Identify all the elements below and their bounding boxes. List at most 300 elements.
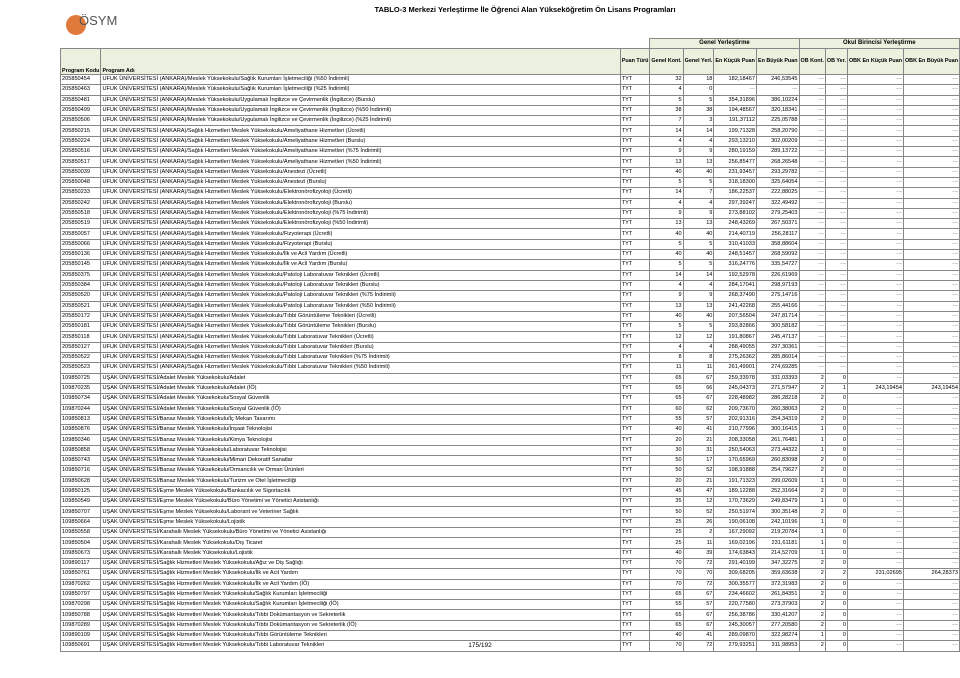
column-header-min-score: En Küçük Puan bbox=[714, 49, 757, 75]
cell-max-score: 274,69285 bbox=[756, 363, 799, 373]
cell-ob-quota: --- bbox=[799, 75, 825, 85]
cell-ob-placed: 0 bbox=[825, 579, 847, 589]
cell-program-code: 109870235 bbox=[61, 383, 101, 393]
cell-general-quota: 5 bbox=[650, 177, 683, 187]
cell-program-code: 205850516 bbox=[61, 147, 101, 157]
cell-obk-min-score: --- bbox=[847, 95, 903, 105]
cell-obk-min-score: --- bbox=[847, 260, 903, 270]
cell-general-placed: 67 bbox=[683, 373, 714, 383]
cell-score-type: TYT bbox=[620, 291, 650, 301]
cell-obk-max-score: --- bbox=[903, 363, 959, 373]
cell-score-type: TYT bbox=[620, 208, 650, 218]
cell-program-name: UFUK ÜNİVERSİTESİ (ANKARA)/Meslek Yüksekokulu/Sağlık Kurumları İşletmeciliği (%50 İndirimli) bbox=[101, 75, 620, 85]
cell-program-name: UFUK ÜNİVERSİTESİ (ANKARA)/Sağlık Hizmetleri Meslek Yüksekokulu/Patoloji Laboratuvar Teknikleri (%75 İndirimli) bbox=[101, 291, 620, 301]
cell-ob-quota: --- bbox=[799, 270, 825, 280]
cell-max-score: 254,79627 bbox=[756, 466, 799, 476]
cell-score-type: TYT bbox=[620, 466, 650, 476]
cell-program-code: 205850145 bbox=[61, 260, 101, 270]
cell-score-type: TYT bbox=[620, 394, 650, 404]
cell-min-score: 250,54063 bbox=[714, 445, 757, 455]
cell-program-code: 205850375 bbox=[61, 270, 101, 280]
cell-general-placed: 9 bbox=[683, 291, 714, 301]
cell-ob-quota: 2 bbox=[799, 620, 825, 630]
cell-score-type: TYT bbox=[620, 126, 650, 136]
cell-obk-max-score: --- bbox=[903, 105, 959, 115]
cell-max-score: 335,54727 bbox=[756, 260, 799, 270]
cell-min-score: 273,88102 bbox=[714, 208, 757, 218]
cell-obk-max-score: --- bbox=[903, 414, 959, 424]
cell-general-placed: 13 bbox=[683, 157, 714, 167]
cell-program-code: 205850136 bbox=[61, 250, 101, 260]
cell-ob-quota: --- bbox=[799, 311, 825, 321]
cell-obk-max-score: --- bbox=[903, 167, 959, 177]
cell-general-placed: 31 bbox=[683, 445, 714, 455]
cell-program-name: UŞAK ÜNİVERSİTESİ/Sağlık Hizmetleri Meslek Yüksekokulu/Tıbbi Dokümantasyon ve Sekreterlik (İÖ) bbox=[101, 620, 620, 630]
cell-general-quota: 50 bbox=[650, 466, 683, 476]
table-row bbox=[61, 198, 960, 208]
cell-min-score: 208,33058 bbox=[714, 435, 757, 445]
cell-obk-min-score: --- bbox=[847, 435, 903, 445]
cell-general-quota: 65 bbox=[650, 373, 683, 383]
cell-obk-min-score: --- bbox=[847, 363, 903, 373]
cell-obk-max-score: --- bbox=[903, 600, 959, 610]
cell-general-quota: 12 bbox=[650, 332, 683, 342]
cell-obk-min-score: --- bbox=[847, 538, 903, 548]
osym-logo bbox=[66, 12, 126, 38]
cell-general-placed: 67 bbox=[683, 394, 714, 404]
cell-ob-quota: 2 bbox=[799, 455, 825, 465]
cell-program-name: UŞAK ÜNİVERSİTESİ/Banaz Meslek Yüksekokulu/Turizm ve Otel İşletmeciliği bbox=[101, 476, 620, 486]
cell-max-score: 214,52709 bbox=[756, 548, 799, 558]
cell-obk-max-score: --- bbox=[903, 425, 959, 435]
cell-max-score: 298,97193 bbox=[756, 280, 799, 290]
cell-min-score: 214,40719 bbox=[714, 229, 757, 239]
cell-obk-max-score: --- bbox=[903, 620, 959, 630]
cell-obk-max-score: --- bbox=[903, 126, 959, 136]
cell-ob-quota: 1 bbox=[799, 517, 825, 527]
cell-obk-max-score: --- bbox=[903, 229, 959, 239]
cell-max-score: 325,64054 bbox=[756, 177, 799, 187]
cell-ob-placed: 0 bbox=[825, 548, 847, 558]
cell-general-quota: 4 bbox=[650, 198, 683, 208]
table-row bbox=[61, 353, 960, 363]
cell-program-name: UŞAK ÜNİVERSİTESİ/Adalet Meslek Yüksekokulu/Sosyal Güvenlik (İÖ) bbox=[101, 404, 620, 414]
cell-general-placed: 5 bbox=[683, 260, 714, 270]
cell-ob-placed: 0 bbox=[825, 486, 847, 496]
cell-program-name: UFUK ÜNİVERSİTESİ (ANKARA)/Sağlık Hizmetleri Meslek Yüksekokulu/Tıbbi Laboratuvar Teknikleri (%75 İndirimli) bbox=[101, 353, 620, 363]
cell-min-score: 191,71323 bbox=[714, 476, 757, 486]
cell-program-code: 205850057 bbox=[61, 229, 101, 239]
cell-obk-min-score: --- bbox=[847, 353, 903, 363]
cell-program-code: 109890109 bbox=[61, 631, 101, 641]
cell-ob-placed: 0 bbox=[825, 600, 847, 610]
cell-max-score: 222,88025 bbox=[756, 188, 799, 198]
cell-general-placed: 14 bbox=[683, 126, 714, 136]
cell-ob-placed: --- bbox=[825, 291, 847, 301]
cell-obk-max-score: --- bbox=[903, 332, 959, 342]
cell-ob-quota: --- bbox=[799, 147, 825, 157]
cell-obk-min-score: --- bbox=[847, 445, 903, 455]
column-header-program-code: Program Kodu bbox=[61, 49, 101, 75]
cell-general-placed: 67 bbox=[683, 589, 714, 599]
cell-ob-quota: --- bbox=[799, 116, 825, 126]
cell-program-code: 109850858 bbox=[61, 445, 101, 455]
cell-score-type: TYT bbox=[620, 280, 650, 290]
cell-score-type: TYT bbox=[620, 538, 650, 548]
cell-score-type: TYT bbox=[620, 507, 650, 517]
cell-program-code: 109850346 bbox=[61, 435, 101, 445]
cell-min-score: 248,51457 bbox=[714, 250, 757, 260]
table-row bbox=[61, 507, 960, 517]
cell-obk-min-score: --- bbox=[847, 136, 903, 146]
table-row bbox=[61, 435, 960, 445]
cell-max-score: 330,41207 bbox=[756, 610, 799, 620]
cell-min-score: 186,22537 bbox=[714, 188, 757, 198]
cell-program-code: 205850506 bbox=[61, 116, 101, 126]
cell-ob-quota: --- bbox=[799, 322, 825, 332]
cell-ob-quota: --- bbox=[799, 280, 825, 290]
cell-general-quota: 65 bbox=[650, 610, 683, 620]
cell-max-score: 260,38063 bbox=[756, 404, 799, 414]
cell-ob-quota: --- bbox=[799, 219, 825, 229]
cell-min-score: 293,13210 bbox=[714, 136, 757, 146]
cell-ob-placed: 0 bbox=[825, 404, 847, 414]
cell-general-quota: 5 bbox=[650, 322, 683, 332]
cell-program-name: UFUK ÜNİVERSİTESİ (ANKARA)/Sağlık Hizmetleri Meslek Yüksekokulu/İlk ve Acil Yardım (Burslu) bbox=[101, 260, 620, 270]
cell-obk-max-score: --- bbox=[903, 250, 959, 260]
cell-general-placed: 21 bbox=[683, 476, 714, 486]
cell-ob-placed: 0 bbox=[825, 425, 847, 435]
cell-min-score: --- bbox=[714, 85, 757, 95]
cell-obk-max-score: --- bbox=[903, 353, 959, 363]
cell-general-placed: 12 bbox=[683, 497, 714, 507]
table-row bbox=[61, 270, 960, 280]
cell-general-quota: 40 bbox=[650, 229, 683, 239]
cell-min-score: 231,93457 bbox=[714, 167, 757, 177]
cell-min-score: 190,06108 bbox=[714, 517, 757, 527]
cell-program-name: UŞAK ÜNİVERSİTESİ/Banaz Meslek Yüksekokulu/Kimya Teknolojisi bbox=[101, 435, 620, 445]
cell-obk-max-score: --- bbox=[903, 136, 959, 146]
cell-obk-max-score: --- bbox=[903, 280, 959, 290]
cell-program-name: UFUK ÜNİVERSİTESİ (ANKARA)/Sağlık Hizmetleri Meslek Yüksekokulu/Ameliyathane Hizmetleri (%50 İndirimli) bbox=[101, 157, 620, 167]
cell-max-score: 271,57947 bbox=[756, 383, 799, 393]
cell-obk-min-score: --- bbox=[847, 219, 903, 229]
cell-program-code: 109850664 bbox=[61, 517, 101, 527]
cell-obk-min-score: --- bbox=[847, 641, 903, 651]
cell-ob-quota: --- bbox=[799, 198, 825, 208]
cell-program-code: 109850628 bbox=[61, 476, 101, 486]
cell-program-name: UŞAK ÜNİVERSİTESİ/Karahallı Meslek Yüksekokulu/Dış Ticaret bbox=[101, 538, 620, 548]
cell-ob-quota: --- bbox=[799, 291, 825, 301]
cell-obk-min-score: --- bbox=[847, 620, 903, 630]
cell-score-type: TYT bbox=[620, 486, 650, 496]
cell-program-name: UŞAK ÜNİVERSİTESİ/Banaz Meslek Yüksekokulu/Ormancılık ve Orman Ürünleri bbox=[101, 466, 620, 476]
column-header-general-placed: Genel Yerl. bbox=[683, 49, 714, 75]
cell-score-type: TYT bbox=[620, 239, 650, 249]
cell-general-placed: 70 bbox=[683, 569, 714, 579]
cell-min-score: 170,73629 bbox=[714, 497, 757, 507]
cell-score-type: TYT bbox=[620, 414, 650, 424]
cell-general-placed: 47 bbox=[683, 486, 714, 496]
cell-score-type: TYT bbox=[620, 332, 650, 342]
cell-general-placed: 12 bbox=[683, 332, 714, 342]
cell-max-score: 246,53545 bbox=[756, 75, 799, 85]
cell-program-code: 109890117 bbox=[61, 558, 101, 568]
cell-min-score: 199,71328 bbox=[714, 126, 757, 136]
cell-score-type: TYT bbox=[620, 322, 650, 332]
cell-general-quota: 60 bbox=[650, 404, 683, 414]
table-row bbox=[61, 167, 960, 177]
cell-score-type: TYT bbox=[620, 455, 650, 465]
cell-min-score: 189,12288 bbox=[714, 486, 757, 496]
cell-ob-quota: --- bbox=[799, 363, 825, 373]
cell-ob-quota: --- bbox=[799, 342, 825, 352]
table-row bbox=[61, 600, 960, 610]
cell-min-score: 220,77580 bbox=[714, 600, 757, 610]
cell-general-placed: 7 bbox=[683, 188, 714, 198]
cell-ob-quota: 2 bbox=[799, 383, 825, 393]
cell-obk-min-score: --- bbox=[847, 105, 903, 115]
cell-score-type: TYT bbox=[620, 631, 650, 641]
cell-obk-min-score: --- bbox=[847, 517, 903, 527]
cell-ob-placed: --- bbox=[825, 116, 847, 126]
cell-program-name: UŞAK ÜNİVERSİTESİ/Karahallı Meslek Yüksekokulu/Büro Yönetimi ve Yönetici Asistanlığı bbox=[101, 528, 620, 538]
page-number: 175/192 bbox=[468, 642, 492, 649]
table-row bbox=[61, 85, 960, 95]
cell-general-placed: 52 bbox=[683, 507, 714, 517]
cell-program-name: UŞAK ÜNİVERSİTESİ/Eşme Meslek Yüksekokulu/Bankacılık ve Sigortacılık bbox=[101, 486, 620, 496]
cell-general-quota: 70 bbox=[650, 569, 683, 579]
cell-obk-max-score: --- bbox=[903, 445, 959, 455]
cell-min-score: 228,48982 bbox=[714, 394, 757, 404]
cell-ob-placed: --- bbox=[825, 167, 847, 177]
cell-obk-min-score: --- bbox=[847, 373, 903, 383]
cell-max-score: 347,32275 bbox=[756, 558, 799, 568]
cell-score-type: TYT bbox=[620, 373, 650, 383]
cell-obk-max-score: --- bbox=[903, 538, 959, 548]
column-header-ob-quota: OB Kont. bbox=[799, 49, 825, 75]
cell-min-score: 241,42268 bbox=[714, 301, 757, 311]
cell-min-score: 174,63843 bbox=[714, 548, 757, 558]
cell-program-code: 205850384 bbox=[61, 280, 101, 290]
cell-max-score: 231,61181 bbox=[756, 538, 799, 548]
cell-general-quota: 38 bbox=[650, 105, 683, 115]
cell-ob-quota: --- bbox=[799, 177, 825, 187]
cell-score-type: TYT bbox=[620, 425, 650, 435]
cell-ob-placed: --- bbox=[825, 311, 847, 321]
cell-obk-min-score: --- bbox=[847, 167, 903, 177]
cell-score-type: TYT bbox=[620, 250, 650, 260]
cell-obk-min-score: --- bbox=[847, 631, 903, 641]
cell-obk-min-score: --- bbox=[847, 476, 903, 486]
cell-obk-max-score: --- bbox=[903, 177, 959, 187]
cell-max-score: 256,28117 bbox=[756, 229, 799, 239]
cell-obk-max-score: --- bbox=[903, 528, 959, 538]
cell-min-score: 297,39247 bbox=[714, 198, 757, 208]
logo-text: ÖSYM bbox=[79, 13, 118, 28]
table-row bbox=[61, 177, 960, 187]
cell-program-name: UŞAK ÜNİVERSİTESİ/Banaz Meslek Yüksekokulu/İç Mekan Tasarımı bbox=[101, 414, 620, 424]
table-row bbox=[61, 239, 960, 249]
cell-general-quota: 40 bbox=[650, 250, 683, 260]
cell-score-type: TYT bbox=[620, 600, 650, 610]
cell-general-quota: 9 bbox=[650, 208, 683, 218]
cell-min-score: 309,68205 bbox=[714, 569, 757, 579]
cell-ob-quota: --- bbox=[799, 188, 825, 198]
cell-max-score: 260,83098 bbox=[756, 455, 799, 465]
cell-min-score: 316,24776 bbox=[714, 260, 757, 270]
table-row bbox=[61, 219, 960, 229]
cell-ob-quota: --- bbox=[799, 105, 825, 115]
cell-obk-min-score: --- bbox=[847, 126, 903, 136]
cell-score-type: TYT bbox=[620, 177, 650, 187]
table-row bbox=[61, 414, 960, 424]
cell-min-score: 169,02196 bbox=[714, 538, 757, 548]
cell-ob-quota: 1 bbox=[799, 425, 825, 435]
cell-obk-max-score: --- bbox=[903, 589, 959, 599]
cell-ob-placed: 0 bbox=[825, 445, 847, 455]
cell-general-quota: 9 bbox=[650, 291, 683, 301]
cell-general-quota: 40 bbox=[650, 631, 683, 641]
cell-ob-quota: 2 bbox=[799, 466, 825, 476]
cell-ob-placed: 0 bbox=[825, 620, 847, 630]
cell-min-score: 207,56504 bbox=[714, 311, 757, 321]
cell-ob-quota: --- bbox=[799, 229, 825, 239]
cell-score-type: TYT bbox=[620, 445, 650, 455]
cell-program-name: UFUK ÜNİVERSİTESİ (ANKARA)/Meslek Yüksekokulu/Uygulamalı İngilizce ve Çevirmenlik (İngilizce) (%50 İndirimli) bbox=[101, 105, 620, 115]
cell-program-name: UFUK ÜNİVERSİTESİ (ANKARA)/Sağlık Hizmetleri Meslek Yüksekokulu/Elektronörofizyoloji (%75 İndirimli) bbox=[101, 208, 620, 218]
cell-program-code: 109850725 bbox=[61, 373, 101, 383]
cell-obk-max-score: --- bbox=[903, 270, 959, 280]
cell-program-name: UFUK ÜNİVERSİTESİ (ANKARA)/Sağlık Hizmetleri Meslek Yüksekokulu/Tıbbi Görüntüleme Teknikleri (Burslu) bbox=[101, 322, 620, 332]
table-row bbox=[61, 342, 960, 352]
group-genel-yerlestirme: Genel Yerleştirme bbox=[650, 39, 799, 49]
cell-min-score: 202,91316 bbox=[714, 414, 757, 424]
cell-general-quota: 25 bbox=[650, 538, 683, 548]
cell-min-score: 354,31896 bbox=[714, 95, 757, 105]
cell-score-type: TYT bbox=[620, 136, 650, 146]
cell-obk-max-score: 264,28373 bbox=[903, 569, 959, 579]
cell-score-type: TYT bbox=[620, 579, 650, 589]
cell-ob-quota: 2 bbox=[799, 404, 825, 414]
cell-ob-placed: --- bbox=[825, 239, 847, 249]
cell-ob-placed: --- bbox=[825, 270, 847, 280]
cell-general-placed: 9 bbox=[683, 208, 714, 218]
table-row bbox=[61, 105, 960, 115]
cell-program-code: 205850499 bbox=[61, 105, 101, 115]
cell-program-name: UFUK ÜNİVERSİTESİ (ANKARA)/Sağlık Hizmetleri Meslek Yüksekokulu/Anestezi (Burslu) bbox=[101, 177, 620, 187]
cell-ob-quota: 2 bbox=[799, 558, 825, 568]
cell-max-score: 261,76481 bbox=[756, 435, 799, 445]
column-header-obk-min-score: OBK En Küçük Puan bbox=[847, 49, 903, 75]
cell-ob-quota: 1 bbox=[799, 476, 825, 486]
cell-general-quota: 11 bbox=[650, 363, 683, 373]
cell-program-code: 205850517 bbox=[61, 157, 101, 167]
cell-obk-min-score: --- bbox=[847, 229, 903, 239]
cell-program-name: UŞAK ÜNİVERSİTESİ/Sağlık Hizmetleri Meslek Yüksekokulu/Tıbbi Laboratuvar Teknikleri bbox=[101, 641, 620, 651]
cell-program-name: UFUK ÜNİVERSİTESİ (ANKARA)/Sağlık Hizmetleri Meslek Yüksekokulu/Elektronörofizyoloji (%50 İndirimli) bbox=[101, 219, 620, 229]
cell-program-name: UŞAK ÜNİVERSİTESİ/Eşme Meslek Yüksekokulu/Büro Yönetimi ve Yönetici Asistanlığı bbox=[101, 497, 620, 507]
cell-obk-max-score: --- bbox=[903, 373, 959, 383]
cell-obk-min-score: --- bbox=[847, 425, 903, 435]
cell-general-quota: 4 bbox=[650, 342, 683, 352]
cell-general-quota: 70 bbox=[650, 641, 683, 651]
cell-score-type: TYT bbox=[620, 363, 650, 373]
cell-score-type: TYT bbox=[620, 260, 650, 270]
cell-score-type: TYT bbox=[620, 610, 650, 620]
cell-obk-max-score: --- bbox=[903, 548, 959, 558]
cell-ob-placed: 0 bbox=[825, 610, 847, 620]
cell-ob-quota: 2 bbox=[799, 610, 825, 620]
cell-program-code: 205850215 bbox=[61, 126, 101, 136]
cell-ob-placed: 0 bbox=[825, 538, 847, 548]
cell-obk-min-score: --- bbox=[847, 558, 903, 568]
cell-program-name: UŞAK ÜNİVERSİTESİ/Banaz Meslek Yüksekokulu/Mimari Dekoratif Sanatlar bbox=[101, 455, 620, 465]
cell-program-code: 109850691 bbox=[61, 641, 101, 651]
cell-program-code: 205850181 bbox=[61, 322, 101, 332]
cell-obk-min-score: --- bbox=[847, 486, 903, 496]
cell-ob-placed: --- bbox=[825, 147, 847, 157]
table-row bbox=[61, 301, 960, 311]
cell-ob-placed: 0 bbox=[825, 507, 847, 517]
cell-min-score: 268,37490 bbox=[714, 291, 757, 301]
cell-max-score: 386,10224 bbox=[756, 95, 799, 105]
cell-obk-max-score: --- bbox=[903, 260, 959, 270]
cell-max-score: 275,14716 bbox=[756, 291, 799, 301]
cell-general-quota: 14 bbox=[650, 126, 683, 136]
cell-obk-max-score: --- bbox=[903, 219, 959, 229]
cell-max-score: 311,98953 bbox=[756, 641, 799, 651]
cell-score-type: TYT bbox=[620, 558, 650, 568]
cell-general-quota: 13 bbox=[650, 219, 683, 229]
table-row bbox=[61, 569, 960, 579]
cell-obk-min-score: --- bbox=[847, 147, 903, 157]
cell-general-quota: 5 bbox=[650, 239, 683, 249]
cell-score-type: TYT bbox=[620, 301, 650, 311]
cell-program-code: 205850224 bbox=[61, 136, 101, 146]
cell-general-placed: 0 bbox=[683, 85, 714, 95]
cell-min-score: 300,35577 bbox=[714, 579, 757, 589]
cell-max-score: 358,88604 bbox=[756, 239, 799, 249]
cell-min-score: 170,65969 bbox=[714, 455, 757, 465]
cell-general-quota: 25 bbox=[650, 517, 683, 527]
cell-ob-placed: 1 bbox=[825, 383, 847, 393]
cell-program-code: 109870244 bbox=[61, 404, 101, 414]
cell-obk-max-score: --- bbox=[903, 291, 959, 301]
cell-ob-placed: 0 bbox=[825, 373, 847, 383]
cell-program-name: UFUK ÜNİVERSİTESİ (ANKARA)/Sağlık Hizmetleri Meslek Yüksekokulu/Tıbbi Laboratuvar Teknikleri (Burslu) bbox=[101, 342, 620, 352]
table-row bbox=[61, 455, 960, 465]
cell-program-name: UŞAK ÜNİVERSİTESİ/Sağlık Hizmetleri Meslek Yüksekokulu/Sağlık Kurumları İşletmeciliği bbox=[101, 589, 620, 599]
cell-obk-min-score: --- bbox=[847, 332, 903, 342]
cell-score-type: TYT bbox=[620, 404, 650, 414]
cell-ob-placed: --- bbox=[825, 332, 847, 342]
column-header-score-type: Puan Türü bbox=[620, 49, 650, 75]
results-table bbox=[60, 38, 960, 652]
cell-max-score: 242,10196 bbox=[756, 517, 799, 527]
cell-max-score: 273,44322 bbox=[756, 445, 799, 455]
cell-program-code: 109850558 bbox=[61, 528, 101, 538]
cell-obk-min-score: --- bbox=[847, 177, 903, 187]
cell-general-placed: 26 bbox=[683, 517, 714, 527]
cell-ob-placed: 0 bbox=[825, 435, 847, 445]
cell-score-type: TYT bbox=[620, 85, 650, 95]
cell-program-code: 109850734 bbox=[61, 394, 101, 404]
cell-general-placed: 4 bbox=[683, 342, 714, 352]
table-row bbox=[61, 558, 960, 568]
cell-score-type: TYT bbox=[620, 383, 650, 393]
cell-obk-min-score: --- bbox=[847, 85, 903, 95]
